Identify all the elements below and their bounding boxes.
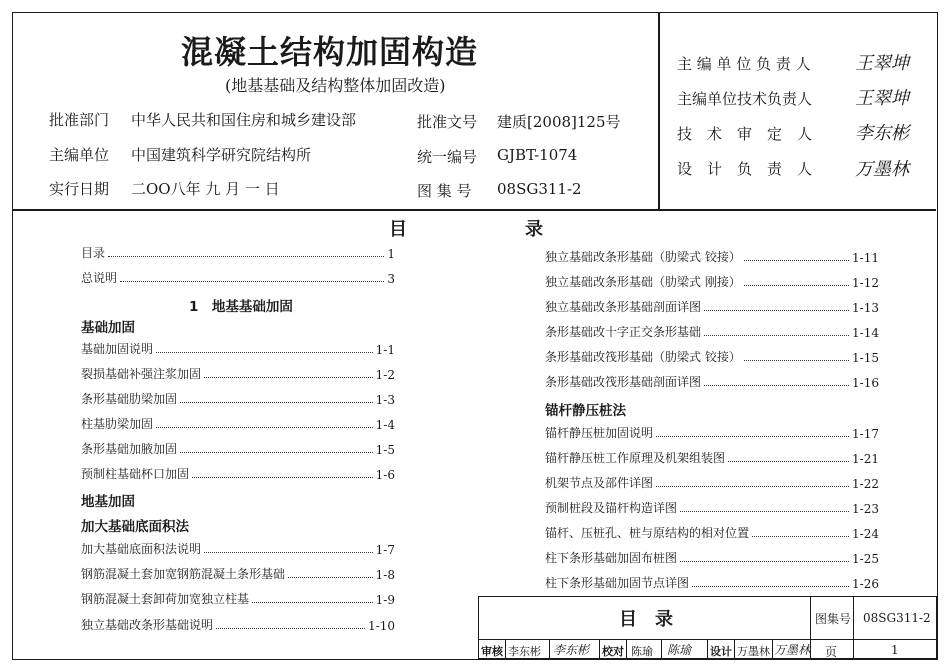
title-block-title: 目 录 — [619, 609, 673, 630]
drawing-sheet — [12, 12, 938, 660]
toc-entry[interactable]: 柱下条形基础加固节点详图 1-26 — [545, 576, 879, 591]
check-signature: 陈瑜 — [667, 643, 692, 657]
cell-divider — [599, 639, 600, 660]
role-chief-unit-head: 主 编 单 位 负 责 人 — [677, 55, 811, 73]
toc-entry[interactable]: 钢筋混凝土套卸荷加宽独立柱基 1-9 — [81, 592, 395, 607]
role-design-lead: 设 计 负 责 人 — [677, 160, 813, 178]
check-label: 校对 — [602, 645, 624, 658]
page-title: 混凝土结构加固构造 — [181, 33, 479, 71]
field-value-unified-no: GJBT-1074 — [497, 146, 578, 164]
toc-group-foundation-reinforcement: 基础加固 — [81, 320, 135, 336]
toc-entry[interactable]: 锚杆、压桩孔、桩与原结构的相对位置 1-24 — [545, 526, 879, 541]
field-label-approval-dept: 批准部门 — [49, 111, 110, 129]
toc-group-enlarge-base: 加大基础底面积法 — [81, 519, 189, 535]
toc-entry[interactable]: 柱基肋梁加固 1-4 — [81, 417, 395, 432]
field-value-approval-no: 建质[2008]125号 — [497, 113, 621, 131]
toc-entry[interactable]: 条形基础加腋加固 1-5 — [81, 442, 395, 457]
header-divider — [13, 209, 936, 211]
field-label-atlas-no: 图 集 号 — [417, 182, 472, 200]
toc-entry[interactable]: 锚杆静压桩工作原理及机架组装图 1-21 — [545, 451, 879, 466]
signature-tech-head: 王翠坤 — [855, 88, 909, 109]
cell-divider — [626, 639, 627, 660]
field-label-effective-date: 实行日期 — [49, 180, 110, 198]
toc-entry[interactable]: 基础加固说明 1-1 — [81, 342, 395, 357]
role-technical-reviewer: 技 术 审 定 人 — [677, 125, 813, 143]
toc-entry[interactable]: 预制桩段及锚杆构造详图 1-23 — [545, 501, 879, 516]
toc-heading-right: 录 — [525, 219, 543, 240]
toc-entry[interactable]: 独立基础改条形基础（肋梁式 刚接） 1-12 — [545, 275, 879, 290]
toc-group-ground-reinforcement: 地基加固 — [81, 494, 135, 510]
check-name: 陈瑜 — [631, 645, 653, 658]
field-value-atlas-no: 08SG311-2 — [497, 180, 582, 198]
field-label-approval-no: 批准文号 — [417, 113, 478, 131]
design-label: 设计 — [710, 645, 732, 658]
field-value-effective-date: 二OO八年 九 月 一 日 — [131, 180, 280, 198]
design-name: 万墨林 — [737, 645, 770, 658]
signature-technical-reviewer: 李东彬 — [855, 123, 909, 144]
cell-divider — [661, 639, 662, 660]
toc-entry[interactable]: 独立基础改条形基础剖面详图 1-13 — [545, 300, 879, 315]
toc-heading-left: 目 — [389, 219, 407, 240]
title-block-divider — [479, 639, 938, 640]
review-signature: 李东彬 — [553, 643, 590, 657]
page-label: 页 — [825, 645, 838, 659]
toc-entry[interactable]: 柱下条形基础加固布桩图 1-25 — [545, 551, 879, 566]
signature-design-lead: 万墨林 — [855, 159, 909, 180]
design-signature: 万墨林 — [774, 643, 811, 657]
field-label-unified-no: 统一编号 — [417, 148, 478, 166]
review-name: 李东彬 — [508, 645, 541, 658]
cell-divider — [707, 639, 708, 660]
cell-divider — [505, 639, 506, 660]
toc-entry[interactable]: 条形基础改筏形基础剖面详图 1-16 — [545, 375, 879, 390]
header-vertical-divider — [658, 13, 660, 210]
toc-entry[interactable]: 机架节点及部件详图 1-22 — [545, 476, 879, 491]
toc-chapter: 1 地基基础加固 — [189, 299, 293, 315]
signature-chief-unit-head: 王翠坤 — [855, 53, 909, 74]
toc-entry[interactable]: 钢筋混凝土套加宽钢筋混凝土条形基础 1-8 — [81, 567, 395, 582]
toc-entry[interactable]: 目录 1 — [81, 246, 395, 261]
toc-entry[interactable]: 总说明 3 — [81, 271, 395, 286]
toc-entry[interactable]: 加大基础底面积法说明 1-7 — [81, 542, 395, 557]
cell-divider — [772, 639, 773, 660]
title-block-vline-1 — [810, 597, 811, 660]
toc-entry[interactable]: 裂损基础补强注浆加固 1-2 — [81, 367, 395, 382]
toc-entry[interactable]: 预制柱基础杯口加固 1-6 — [81, 467, 395, 482]
page-value: 1 — [891, 643, 899, 657]
atlas-no-value: 08SG311-2 — [863, 611, 931, 625]
toc-entry[interactable]: 锚杆静压桩加固说明 1-17 — [545, 426, 879, 441]
toc-entry[interactable]: 独立基础改条形基础（肋梁式 铰接） 1-11 — [545, 250, 879, 265]
atlas-no-label: 图集号 — [815, 612, 852, 626]
field-value-approval-dept: 中华人民共和国住房和城乡建设部 — [131, 111, 357, 129]
cell-divider — [549, 639, 550, 660]
field-value-editor-unit: 中国建筑科学研究院结构所 — [131, 146, 312, 164]
review-label: 审核 — [481, 645, 503, 658]
field-label-editor-unit: 主编单位 — [49, 146, 110, 164]
page-subtitle: (地基基础及结构整体加固改造) — [225, 76, 446, 95]
toc-entry[interactable]: 条形基础肋梁加固 1-3 — [81, 392, 395, 407]
toc-entry[interactable]: 条形基础改筏形基础（肋梁式 铰接） 1-15 — [545, 350, 879, 365]
toc-entry[interactable]: 条形基础改十字正交条形基础 1-14 — [545, 325, 879, 340]
toc-group-anchor-pile: 锚杆静压桩法 — [545, 403, 626, 419]
toc-entry[interactable]: 独立基础改条形基础说明 1-10 — [81, 618, 395, 633]
role-tech-head: 主编单位技术负责人 — [677, 90, 813, 108]
title-block — [478, 596, 937, 659]
title-block-vline-2 — [853, 597, 854, 660]
cell-divider — [734, 639, 735, 660]
